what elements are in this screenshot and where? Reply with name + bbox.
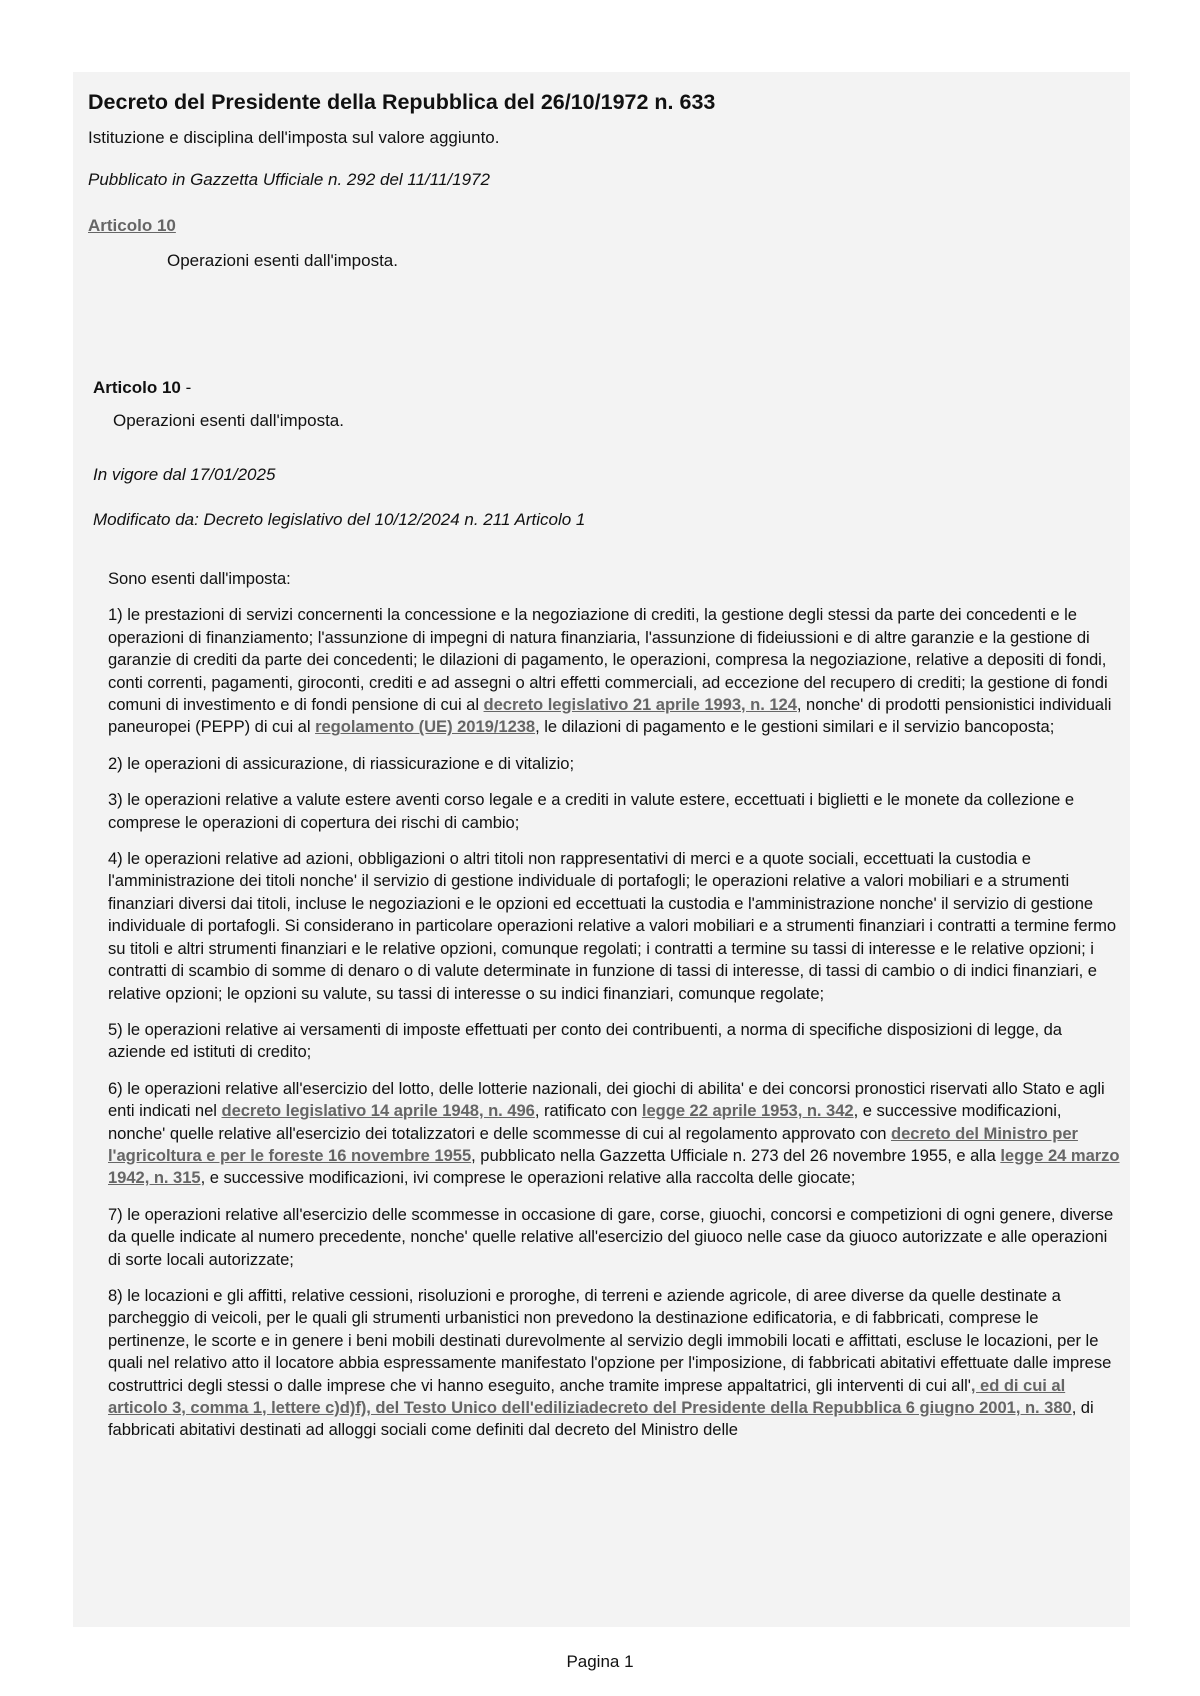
- intro-paragraph: Sono esenti dall'imposta:: [108, 569, 291, 588]
- paragraph-text: 8) le locazioni e gli affitti, relative cessioni, risoluzioni e proroghe, di terreni e aziende agricole, di aree diverse da quelle destinate a parcheggio di veicoli, per le quali gli strumenti urbanistici non prevedono la destinazione edificatoria, e di fabbricati, comprese le pertinenze, le scorte e in genere i beni mobili destinati durevolmente al servizio degli immobili locati e affittati, escluse le locazioni, per le quali nel relativo atto il locatore abbia espressamente manifestato l'opzione per l'imposizione, di fabbricati abitativi effettuate dalle imprese costruttrici degli stessi o dalle imprese che vi hanno eseguito, anche tramite imprese appaltatrici, gli interventi di cui all': [108, 1285, 1112, 1395]
- law-link[interactable]: decreto legislativo 14 aprile 1948, n. 496: [221, 1101, 535, 1121]
- paragraph-text: , le dilazioni di pagamento e le gestioni similari e il servizio bancoposta;: [535, 717, 1055, 737]
- paragraph-text: , nonche' di prodotti pensionistici individuali paneuropei (PEPP) di cui al: [108, 695, 1112, 737]
- paragraph-8: [108, 1285, 1123, 1442]
- law-link[interactable]: decreto legislativo 21 aprile 1993, n. 124: [483, 695, 797, 715]
- paragraph-text: 1) le prestazioni di servizi concernenti la concessione e la negoziazione di crediti, la gestione degli stessi da parte dei concedenti e le operazioni di finanziamento; l'assunzione di impegni di natura finanziaria, l'assunzione di fideiussioni e di altre garanzie e la gestione di garanzie di crediti da parte dei concedenti; le dilazioni di pagamento, le operazioni, compresa la negoziazione, relative a depositi di fondi, conti correnti, pagamenti, giroconti, crediti e ad assegni o altri effetti commerciali, ad eccezione del recupero di crediti; la gestione di fondi comuni di investimento e di fondi pensione di cui al: [108, 605, 1108, 715]
- paragraph-text: 6) le operazioni relative all'esercizio del lotto, delle lotterie nazionali, dei giochi di abilita' e dei concorsi pronostici riservati allo Stato e agli enti indicati nel: [108, 1078, 1105, 1121]
- law-link[interactable]: , ed di cui al articolo 3, comma 1, lettere c)d)f), del Testo Unico dell'ediliziadecreto del Presidente della Repubblica 6 giugno 2001, n. 380: [108, 1375, 1072, 1417]
- article-heading-suffix: -: [180, 378, 192, 397]
- paragraph-6: [108, 1078, 1123, 1190]
- paragraph-3: 3) le operazioni relative a valute estere aventi corso legale e a crediti in valute estere, eccettuati i biglietti e le monete da collezione e comprese le operazioni di copertura dei rischi di cambio;: [108, 790, 1075, 832]
- document-page: [73, 72, 1130, 1627]
- modified-by-note: Modificato da: Decreto legislativo del 10/12/2024 n. 211 Articolo 1: [93, 510, 586, 529]
- paragraph-5: 5) le operazioni relative ai versamenti di imposte effettuati per conto dei contribuenti, a norma di specifiche disposizioni di legge, da aziende ed istituti di credito;: [108, 1019, 1062, 1062]
- document-title: Decreto del Presidente della Repubblica del 26/10/1972 n. 633: [88, 90, 716, 114]
- law-link[interactable]: legge 22 aprile 1953, n. 342: [641, 1101, 854, 1121]
- paragraph-text: , ratificato con: [534, 1101, 642, 1121]
- law-link[interactable]: decreto del Ministro per l'agricoltura e per le foreste 16 novembre 1955: [108, 1123, 1078, 1165]
- law-link[interactable]: legge 24 marzo 1942, n. 315: [108, 1145, 1120, 1188]
- publication-note: Pubblicato in Gazzetta Ufficiale n. 292 del 11/11/1972: [88, 170, 490, 189]
- article-heading: [93, 378, 191, 398]
- paragraph-1: [108, 604, 1123, 738]
- paragraph-text: , e successive modificazioni, nonche' quelle relative all'esercizio dei totalizzatori e delle scommesse di cui al regolamento approvato con: [108, 1101, 1062, 1143]
- in-force-date: In vigore dal 17/01/2025: [93, 465, 276, 484]
- paragraph-text: , di fabbricati abitativi destinati ad alloggi sociali come definiti dal decreto del Ministro delle: [108, 1398, 1094, 1440]
- paragraph-7: 7) le operazioni relative all'esercizio delle scommesse in occasione di gare, corse, giuochi, concorsi e competizioni di ogni genere, diverse da quelle indicate al numero precedente, nonche' quelle relative all'esercizio del giuoco nelle case da giuoco autorizzate e alle operazioni di sorte locali autorizzate;: [108, 1204, 1114, 1269]
- article-heading-label: Articolo 10: [93, 378, 181, 397]
- paragraph-text: , e successive modificazioni, ivi comprese le operazioni relative alla raccolta delle giocate;: [200, 1168, 856, 1188]
- law-link[interactable]: regolamento (UE) 2019/1238: [315, 717, 536, 737]
- paragraph-4: 4) le operazioni relative ad azioni, obbligazioni o altri titoli non rappresentativi di merci e a quote sociali, eccettuati la custodia e l'amministrazione dei titoli nonche' il servizio di gestione individuale di portafogli; le operazioni relative a valori mobiliari e a strumenti finanziari diversi dai titoli, incluse le negoziazioni e le opzioni ed eccettuati la custodia e l'amministrazione nonche' il servizio di gestione individuale di portafogli. Si considerano in particolare operazioni relative a valori mobiliari e a strumenti finanziari i contratti a termine fermo su titoli e altri strumenti finanziari e le relative opzioni, comunque regolati; i contratti a termine su tassi di interesse e le relative opzioni; i contratti di scambio di somme di denaro o di valute determinate in funzione di tassi di interesse, di tassi di cambio o di indici finanziari, e relative opzioni; le opzioni su valute, su tassi di interesse o su indici finanziari, comunque regolate;: [108, 849, 1117, 1003]
- paragraph-text: , pubblicato nella Gazzetta Ufficiale n. 273 del 26 novembre 1955, e alla: [471, 1145, 1001, 1165]
- document-subtitle: Istituzione e disciplina dell'imposta sul valore aggiunto.: [88, 128, 500, 147]
- paragraph-2: 2) le operazioni di assicurazione, di riassicurazione e di vitalizio;: [108, 753, 575, 773]
- page-number: Pagina 1: [566, 1652, 634, 1671]
- article-body: [108, 568, 1123, 1456]
- article-link[interactable]: Articolo 10: [88, 216, 176, 235]
- article-description: Operazioni esenti dall'imposta.: [113, 411, 344, 430]
- article-index-description: Operazioni esenti dall'imposta.: [167, 251, 398, 270]
